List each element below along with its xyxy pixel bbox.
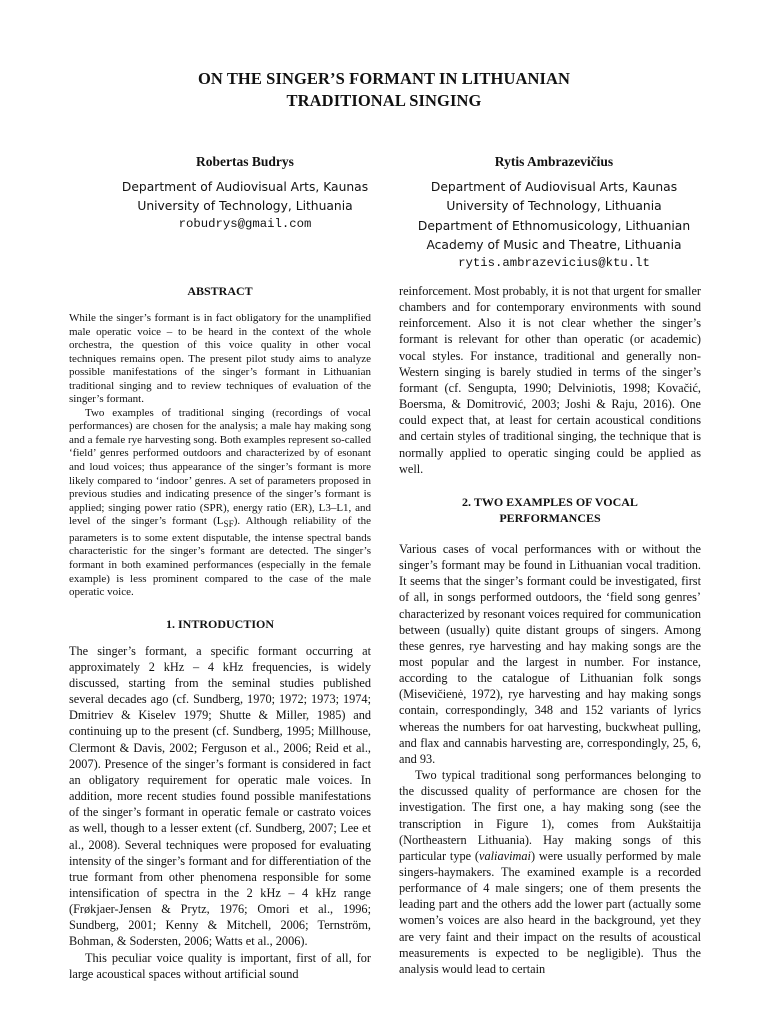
author-affiliation-line: Academy of Music and Theatre, Lithuania [426, 238, 682, 252]
author-block-1 [95, 152, 395, 232]
left-column [69, 283, 371, 982]
abstract-text: ). Although reliability of the parameters is to some extent disputable, the intense spectral bands characteristic for the singer’s formant are detected. The singer’s formant in both examined performances (especially in the female example) is less prominent compared to the case of the male operatic voice. [69, 515, 371, 599]
section-2-text: ) were usually performed by male singers-haymakers. The examined example is a recorded performance of 4 male singers; one of them presents the leading part and the others add the lower part (actually some women’s voices are also heard in the background, yet they are very faint and their impact on the results of acoustical measurements is expected to be negligible). Thus the analysis would lead to certain [399, 848, 701, 976]
continued-paragraph: reinforcement. Most probably, it is not that urgent for smaller chambers and for contemporary environments with sound reinforcement. Also it is not clear whether the singer’s formant is relevant for other than operatic (or academic) vocal styles. For instance, traditional and generally non-Western singing is barely studied in terms of the singer’s formant (cf. Sengupta, 1990; Delviniotis, 1998; Kovačić, Boersma, & Domitrović, 2003; Joshi & Raju, 2016). One could expect that, at least for certain acoustical conditions and certain styles of traditional singing, the technique that is normally applied to operatic singing could be applied as well. [399, 284, 701, 476]
abstract-text: Two examples of traditional singing (recordings of vocal performances) are chosen for the analysis; a male hay making song and a female rye harvesting song. Both examples represent so-called ‘field’ genres performed outdoors and characterized by of esonant and loud voices; thus appearance of the singer’s formant is more likely compared to ‘indoor’ genres. A set of parameters proposed in previous studies and indicating presence of the singer’s formant is applied; singing power ratio (SPR), energy ratio (ER), L3–L1, and level of the singer’s formant (L [69, 406, 371, 528]
intro-paragraph: This peculiar voice quality is important, first of all, for large acoustical spaces without artificial sound [69, 950, 371, 981]
author-name: Robertas Budrys [196, 154, 294, 169]
italic-term: valiavimai [479, 848, 531, 863]
section-2-heading-line: PERFORMANCES [499, 510, 601, 525]
section-2-paragraph [399, 767, 701, 977]
author-affiliation-line: Department of Audiovisual Arts, Kaunas [430, 179, 678, 194]
abstract-paragraph [69, 407, 371, 600]
intro-paragraph: The singer’s formant, a specific formant occurring at approximately 2 kHz – 4 kHz frequencies, is widely discussed, starting from the seminal studies published several decades ago (cf. Sundberg, 1970; 1972; 1973; 1974; Dmitriev & Kiselev 1979; Shutte & Miller, 1985) and continuing up to the present (cf. Sundberg, 1995; Millhouse, Clermont & Davis, 2002; Ferguson et al., 2006; Reid et al., 2007). Presence of the singer’s formant is considered in fact an obligatory requirement for operatic male voices. In addition, more recent studies found possible manifestations of the singer’s formant in operatic female or castrato voices as well, though to a lesser extent (cf. Sundberg, 2007; Lee et al., 2008). Several techniques were proposed for evaluating intensity of the singer’s formant and for differentiation of the true formant from other phenomena responsible for some intensification of spectra in the 2 kHz – 4 kHz range (Frøkjaer-Jensen & Prytz, 1976; Omori et al., 1996; Sundberg, 2001; Kenny & Mitchell, 2006; Ternström, Bohman, & Sodersten, 2006; Watts et al., 2006). [69, 643, 371, 949]
author-affiliation-line: Department of Audiovisual Arts, Kaunas [121, 179, 369, 194]
introduction-heading: 1. INTRODUCTION [165, 616, 274, 631]
section-2-heading [399, 494, 701, 526]
lsf-subscript: SF [223, 519, 234, 530]
author-name: Rytis Ambrazevičius [494, 154, 614, 169]
paper-title [0, 68, 768, 112]
title-line-1: ON THE SINGER’S FORMANT IN LITHUANIAN [197, 69, 571, 88]
abstract-paragraph: While the singer’s formant is in fact obligatory for the unamplified male operatic voice – to be heard in the context of the whole orchestra, the question of this voice quality in other vocal techniques remains open. The present pilot study aims to analyze possible manifestations of the singer’s formant in Lithuanian traditional singing and to review techniques of evaluation of the singer’s formant. [69, 312, 371, 406]
section-2-paragraph: Various cases of vocal performances with or without the singer’s formant may be found in Lithuanian vocal tradition. It seems that the singer’s formant could be investigated, first of all, in songs performed outdoors, the ‘field song genres’ characterized by resonant voices required for communication between (usually) quite distant groups of singers. Among these genres, rye harvesting and hay making songs are the most popular and the largest in number. For instance, according to the catalogue of Lithuanian folk songs (Misevičienė, 1972), rye harvesting and hay making songs contain, correspondingly, 348 and 152 variants of lyrics whereas the numbers for oat harvesting, buckwheat pulling, and flax and cannabis harvesting are, correspondingly, 25, 6, and 93. [399, 541, 701, 766]
author-affiliation-line: Department of Ethnomusicology, Lithuanian [417, 218, 691, 233]
section-2-text: Two typical traditional song performances belonging to the discussed quality of performance are chosen for the investigation. The first one, a hay making song (see the transcription in Figure 1), comes from Aukštaitija (Northeastern Lithuania). Hay making songs of this particular type ( [399, 768, 701, 863]
author-affiliation-line: University of Technology, Lithuania [137, 199, 353, 213]
title-line-2: TRADITIONAL SINGING [286, 91, 482, 110]
author-block-2 [395, 152, 713, 271]
author-email: rytis.ambrazevicius@ktu.lt [458, 255, 650, 270]
author-email: robudrys@gmail.com [178, 216, 312, 231]
right-column [399, 283, 701, 977]
abstract-heading: ABSTRACT [187, 284, 253, 298]
author-affiliation-line: University of Technology, Lithuania [446, 199, 662, 213]
section-2-heading-line: 2. TWO EXAMPLES OF VOCAL [462, 494, 638, 509]
